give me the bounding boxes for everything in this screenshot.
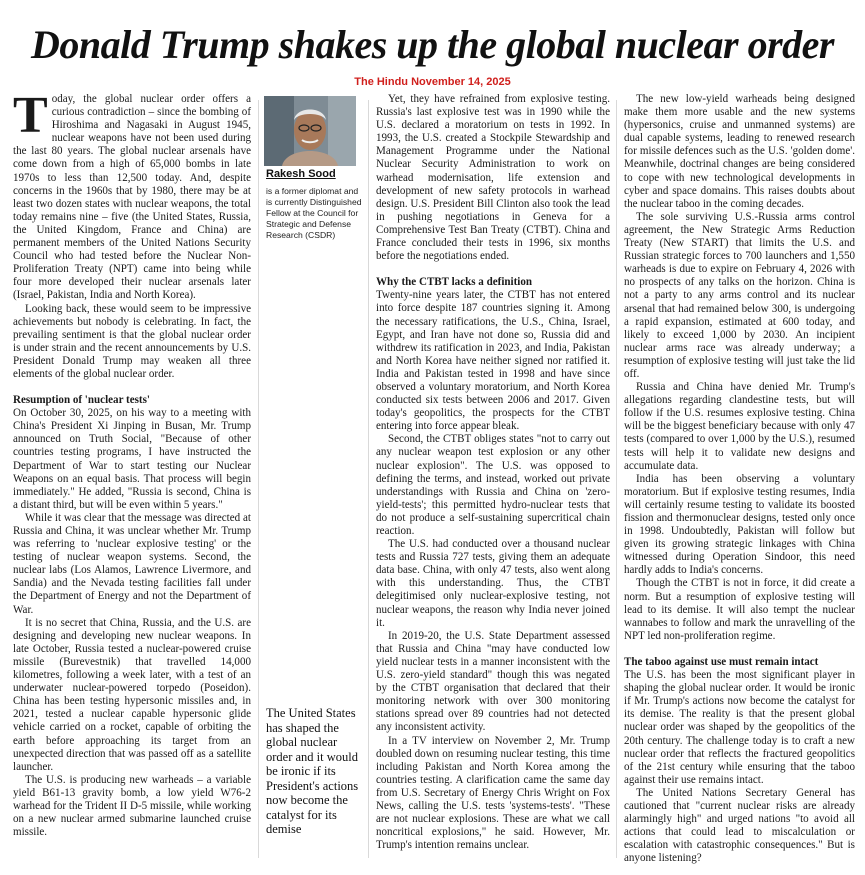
author-bio: is a former diplomat and is currently Distinguished Fellow at the Council for Strategic and Defense Research (CSDR) [266,186,362,240]
paragraph: The United Nations Secretary General has cautioned that "current nuclear risks are already alarmingly high" and urged nations "to avoid all actions that could lead to miscalculation or escalation with catastrophic consequences." But is anyone listening? [624,786,855,865]
paragraph: Second, the CTBT obliges states "not to carry out any nuclear weapon test explosion or any other nuclear explosion". The U.S. was opposed to defining the terms, and instead, worked out private understandings with Russia and China on 'zero-yield-tests'; this permitted hydro-nuclear tests that do not produce a self-sustaining supercritical chain reaction. [376,433,610,537]
paragraph: On October 30, 2025, on his way to a meeting with China's President Xi Jinping in Busan, Mr. Trump announced on Truth Social, "Because of other countries testing programs, I have instructed the Department of War to start testing our Nuclear Weapons on an equal basis. That process will begin immediately." He added, "Russia is second, China is a distant third, but will be even within 5 years." [13,407,251,511]
paragraph: Though the CTBT is not in force, it did create a norm. But a resumption of explosive testing will lead to its demise. It will also tempt the nuclear wannabes to follow and mark the unravelling of the NPT led non-proliferation regime. [624,577,855,642]
paragraph: It is no secret that China, Russia, and the U.S. are designing and developing new nuclear weapons. In late October, Russia tested a nuclear-powered cruise missile (Burevestnik) that travelled 14,000 kilometres, following a week later, with a test of an underwater nuclear-powered torpedo (Poseidon). China has been testing hypersonic missiles and, in 2021, tested a nuclear capable hypersonic glide vehicle carried on a rocket, capable of orbiting the earth before approaching its target from an unexpected direction that was passed off as a satellite launcher. [13,616,251,773]
paragraph: The U.S. is producing new warheads – a variable yield B61-13 gravity bomb, a low yield W76-2 warhead for the Trident II D-5 missile, while working on a new nuclear armed submarine launched cruise missile. [13,773,251,839]
pull-quote: The United States has shaped the global nuclear order and it would be ironic if its President's actions now become the catalyst for its demise [266,706,359,836]
paragraph: In 2019-20, the U.S. State Department assessed that Russia and China "may have conducted low yield nuclear tests in a manner inconsistent with the U.S. zero-yield standard" though this was negated by the CTBT organisation that declared that their monitoring network with over 300 monitoring stations spread over 89 countries had not detected any inconsistent activity. [376,629,610,734]
headline: Donald Trump shakes up the global nuclear order [31,22,834,67]
paragraph: The U.S. has been the most significant player in shaping the global nuclear order. It would be ironic if Mr. Trump's actions now become the catalyst for its demise. The reality is that the present global nuclear order was shaped by the geopolitics of the 20th century. The challenge today is to craft a new nuclear order that reflects the fractured geopolitics of the 21st century while ensuring that the taboo against their use remains intact. [624,669,855,786]
paragraph: Looking back, these would seem to be impressive achievements but nobody is celebrating. In fact, the prevailing sentiment is that the global nuclear order is under strain and the recent announcements by U.S. President Donald Trump may weaken all three elements of the global nuclear order. [13,302,251,380]
intro-paragraph: Today, the global nuclear order offers a curious contradiction – since the bombing of Hiroshima and Nagasaki in August 1945, nuclear weapons have not been used during the last 80 years. The global nuclear arsenals have come down from a high of 65,000 bombs in late 1970s to less than 12,500 today. And, despite concerns in the 1960s that by 1980, there may be at least two dozen states with nuclear weapons, the total today remains nine – five (the United States, Russia, the United Kingdom, France and China) are permanent members of the United Nations Security Council who had tested before the Nuclear Non-Proliferation Treaty (NPT) came into being while four more developed their nuclear arsenals later (Israel, Pakistan, India and North Korea). [13,87,251,302]
paragraph: In a TV interview on November 2, Mr. Trump doubled down on resuming nuclear testing, this time including Pakistan and North Korea among the countries testing. A clarification came the same day from U.S. Secretary of Energy Chris Wright on Fox News, calling the U.S. tests 'systems-tests'. "These are not nuclear explosions. These are what we call noncritical explosions," he said. However, Mr. Trump's intention remains unclear. [376,734,610,852]
paragraph: The sole surviving U.S.-Russia arms control agreement, the New Strategic Arms Reduction Treaty (New START) that limits the U.S. and Russian strategic forces to 700 launchers and 1,550 warheads is due to expire on February 4, 2026 with no prospects of any talks on the horizon. China is not a party to any arms control and its nuclear arsenal that had remained below 300, is undergoing a rapid expansion, estimated at 600 today, and likely to exceed 1,000 by 2030. An incipient nuclear arms race was already underway; a resumption of explosive testing will just take the lid off. [624,210,855,380]
column-divider [368,100,369,858]
paragraph: Yet, they have refrained from explosive testing. Russia's last explosive test was in 1990 while the U.S. declared a moratorium on tests in 1992. In 1993, the U.S. created a Stockpile Stewardship and Management Programme under the National Nuclear Security Administration to work on warhead modernisation, life extension and development of new safety protocols in warhead design. U.S. President Bill Clinton also took the lead in pushing negotiations in Geneva for a Comprehensive Test Ban Treaty (CTBT). China and France concluded their tests in 1996, six months before the negotiations ended. [376,93,610,263]
column-divider [616,100,617,858]
paragraph: The new low-yield warheads being designed make them more usable and the new systems (hypersonics, cruise and unmanned systems) are dual capable systems, leading to renewed research for missile defences such as the U.S. 'golden dome'. Meanwhile, doctrinal changes are being considered to cope with new technological developments in cyber and space domains. This raises doubts about the nuclear taboo in the coming decades. [624,93,855,210]
column-divider [258,100,259,858]
author-portrait-icon [264,96,356,166]
column-3 [376,93,610,852]
subheading-ctbt: Why the CTBT lacks a definition [376,276,533,289]
paragraph: The U.S. had conducted over a thousand nuclear tests and Russia 727 tests, giving them an adequate data base. China, with only 47 tests, also went along with this understanding. Thus, the CTBT delegitimised only nuclear-explosive testing, not nuclear weapons, the reason why India never joined it. [376,538,610,629]
paragraph: Russia and China have denied Mr. Trump's allegations regarding clandestine tests, but will follow if the U.S. resumes explosive testing. China will be the biggest beneficiary because with only 47 tests (compared to over 1,000 by the U.S.), resumed tests will help it to validate new designs and accumulate data. [624,381,855,472]
source-line: The Hindu November 14, 2025 [354,76,511,88]
column-1 [13,87,251,839]
author-photo [264,96,356,166]
drop-cap: T [13,87,48,144]
paragraph: Twenty-nine years later, the CTBT has not entered into force despite 187 countries signing it. Among the necessary ratifications, the U.S., China, Israel, Egypt, and Iran have not done so, Russia did and withdrew its ratification in 2023, and India, Pakistan and North Korea have neither signed nor ratified it. India and Pakistan tested in 1998 and have since observed a voluntary moratorium, and North Korea conducted six tests between 2006 and 2017. Given today's geopolitics, the prospects for the CTBT entering into force appear bleak. [376,289,610,433]
subheading-taboo: The taboo against use must remain intact [624,655,819,668]
subheading-tests: Resumption of 'nuclear tests' [13,394,150,407]
paragraph: While it was clear that the message was directed at Russia and China, it was unclear whether Mr. Trump was referring to 'nuclear explosive testing' or the testing of nuclear weapon systems. Second, the nuclear labs (Los Alamos, Lawrence Livermore, and Sandia) and the Nevada testing facilities fall under the Department of Energy and not the Department of War. [13,511,251,616]
column-4 [624,93,855,865]
paragraph: India has been observing a voluntary moratorium. But if explosive testing resumes, India will certainly resume testing to validate its boosted fission and thermonuclear designs, tested only once in 1998. Undoubtedly, Pakistan will follow but given its growing strategic linkages with China witnessed during Operation Sindoor, this need hardly adds to India's concerns. [624,472,855,577]
author-name: Rakesh Sood [266,168,336,180]
